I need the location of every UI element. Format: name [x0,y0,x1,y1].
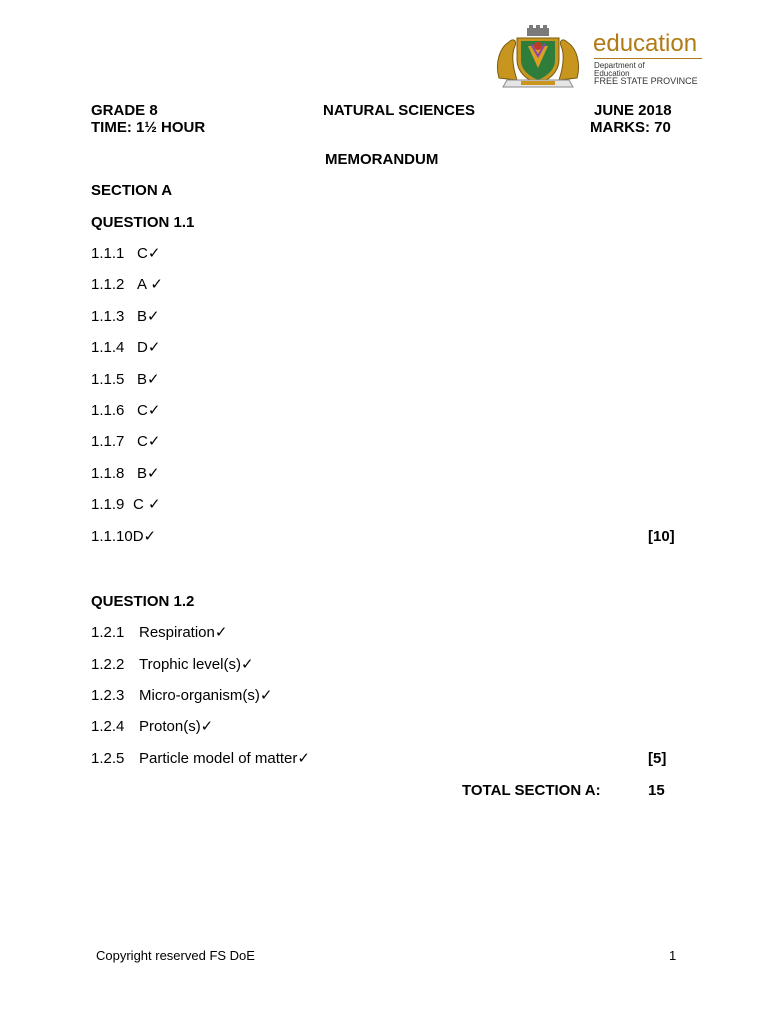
answer-number: 1.2.2 [91,656,125,673]
answer-value: D✓ [132,528,157,545]
answer-number: 1.1.6 [91,402,125,419]
total-section-a-value: 15 [648,782,665,799]
answer-value: B✓ [137,465,160,482]
section-a-heading: SECTION A [91,182,173,199]
answer-row [91,750,310,768]
answer-value: D✓ [137,339,161,356]
logo-province: FREE STATE PROVINCE [594,76,698,86]
answer-value: Particle model of matter✓ [139,750,310,767]
answer-number: 1.2.1 [91,624,125,641]
answer-row [91,528,156,546]
question-1-2-heading: QUESTION 1.2 [91,593,195,610]
logo-department: Department of [594,61,645,70]
exam-date: JUNE 2018 [594,102,672,119]
answer-row [91,465,160,483]
answer-number: 1.2.3 [91,687,125,704]
subject-label: NATURAL SCIENCES [323,102,475,119]
answer-value: C✓ [137,433,161,450]
total-section-a-label: TOTAL SECTION A: [462,782,601,799]
answer-row [91,245,160,263]
answer-number: 1.2.4 [91,718,125,735]
question-1-1-marks: [10] [648,528,675,545]
answer-row [91,718,213,736]
answer-value: Proton(s)✓ [139,718,214,735]
answer-number: 1.1.2 [91,276,125,293]
answer-number: 1.1.9 [91,496,125,513]
answer-value: C✓ [137,245,161,262]
coat-of-arms-logo [493,24,583,90]
page-number: 1 [669,948,677,963]
answer-row [91,496,161,514]
answer-value: B✓ [137,308,160,325]
answer-number: 1.1.1 [91,245,125,262]
logo-education: Education [594,69,630,78]
answer-number: 1.1.10 [91,528,133,545]
memorandum-title: MEMORANDUM [325,151,439,168]
answer-number: 1.1.3 [91,308,125,325]
answer-value: Respiration✓ [139,624,228,641]
answer-row [91,371,160,389]
answer-number: 1.1.8 [91,465,125,482]
answer-row [91,687,272,705]
answer-value: C ✓ [133,496,161,513]
answer-row [91,276,163,294]
answer-value: B✓ [137,371,160,388]
answer-row [91,433,160,451]
answer-row [91,624,227,642]
copyright-notice: Copyright reserved FS DoE [96,948,255,963]
answer-value: C✓ [137,402,161,419]
question-1-1-heading: QUESTION 1.1 [91,214,195,231]
answer-value: Trophic level(s)✓ [139,656,254,673]
answer-value: Micro-organism(s)✓ [139,687,273,704]
time-label: TIME: 1½ HOUR [91,119,206,136]
answer-number: 1.1.7 [91,433,125,450]
answer-number: 1.2.5 [91,750,125,767]
answer-number: 1.1.4 [91,339,125,356]
answer-row [91,339,160,357]
answer-row [91,402,160,420]
education-wordmark: education [593,30,698,57]
total-marks: MARKS: 70 [590,119,671,136]
answer-row [91,656,254,674]
answer-number: 1.1.5 [91,371,125,388]
grade-label: GRADE 8 [91,102,158,119]
answer-row [91,308,160,326]
question-1-2-marks: [5] [648,750,667,767]
answer-value: A ✓ [137,276,163,293]
logo-rule [594,58,702,59]
